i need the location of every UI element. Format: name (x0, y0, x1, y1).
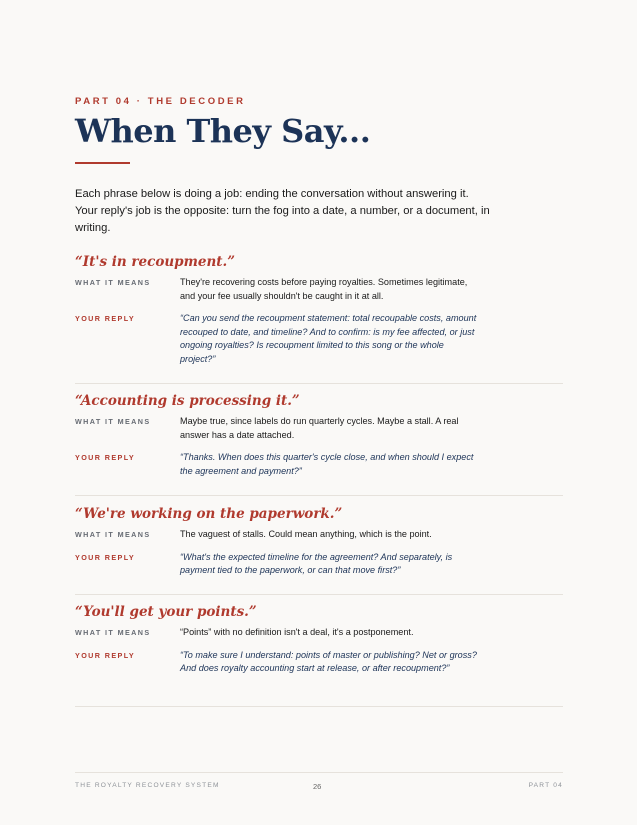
reply-label: YOUR REPLY (75, 453, 136, 462)
title-accent-rule (75, 162, 130, 164)
means-label: WHAT IT MEANS (75, 530, 151, 539)
reply-text: “To make sure I understand: points of master or publishing? Net or gross? And does royalty accounting start at release, or after recoupment?” (180, 649, 477, 673)
footer-book-title: THE ROYALTY RECOVERY SYSTEM (75, 782, 220, 789)
means-text: “Points” with no definition isn't a deal, it's a postponement. (180, 627, 414, 637)
reply-row (75, 451, 563, 478)
decoder-entry (75, 602, 563, 676)
reply-text: “Can you send the recoupment statement: total recoupable costs, amount recouped to date, and timeline? And to confirm: is my fee affected, or just ongoing royalties? Is recoupment limited to this song or the whole project?” (180, 313, 477, 364)
reply-label: YOUR REPLY (75, 552, 136, 562)
means-row (75, 276, 563, 303)
footer-section: PART 04 (528, 782, 563, 789)
means-row (75, 626, 563, 640)
means-row (75, 528, 563, 542)
means-label: WHAT IT MEANS (75, 278, 151, 287)
entry-phrase: “Accounting is processing it.” (75, 393, 300, 409)
entry-divider (75, 706, 563, 707)
decoder-entry (75, 504, 563, 578)
reply-row (75, 312, 563, 366)
means-text: Maybe true, since labels do run quarterly cycles. Maybe a stall. A real answer has a date attached. (180, 416, 459, 440)
entry-phrase: “We're working on the paperwork.” (75, 506, 343, 522)
decoder-entry (75, 391, 563, 478)
entry-phrase: “It's in recoupment.” (75, 254, 235, 270)
means-label: WHAT IT MEANS (75, 628, 151, 637)
section-eyebrow: PART 04 · THE DECODER (75, 96, 246, 107)
reply-text: “What's the expected timeline for the agreement? And separately, is payment tied to the paperwork, or can that move first?” (180, 551, 453, 575)
entry-divider (75, 495, 563, 496)
entry-divider (75, 594, 563, 595)
page-number: 26 (313, 782, 322, 791)
entry-divider (75, 383, 563, 384)
reply-label: YOUR REPLY (75, 650, 136, 660)
means-text: They're recovering costs before paying royalties. Sometimes legitimate, and your fee usually shouldn't be caught in it at all. (180, 277, 468, 301)
means-text: The vaguest of stalls. Could mean anything, which is the point. (180, 529, 432, 539)
entry-phrase: “You'll get your points.” (75, 604, 257, 620)
reply-row (75, 551, 563, 578)
means-label: WHAT IT MEANS (75, 417, 151, 426)
means-row (75, 415, 563, 442)
reply-text: “Thanks. When does this quarter's cycle close, and when should I expect the agreement and payment?” (180, 452, 474, 476)
footer-rule (75, 772, 563, 773)
decoder-entry (75, 252, 563, 366)
intro-paragraph: Each phrase below is doing a job: ending the conversation without answering it. Your reply's job is the opposite: turn the fog into a date, a number, or a document, in writing. (75, 188, 490, 234)
page-title: When They Say... (75, 112, 371, 150)
reply-label: YOUR REPLY (75, 314, 136, 323)
reply-row (75, 649, 563, 676)
